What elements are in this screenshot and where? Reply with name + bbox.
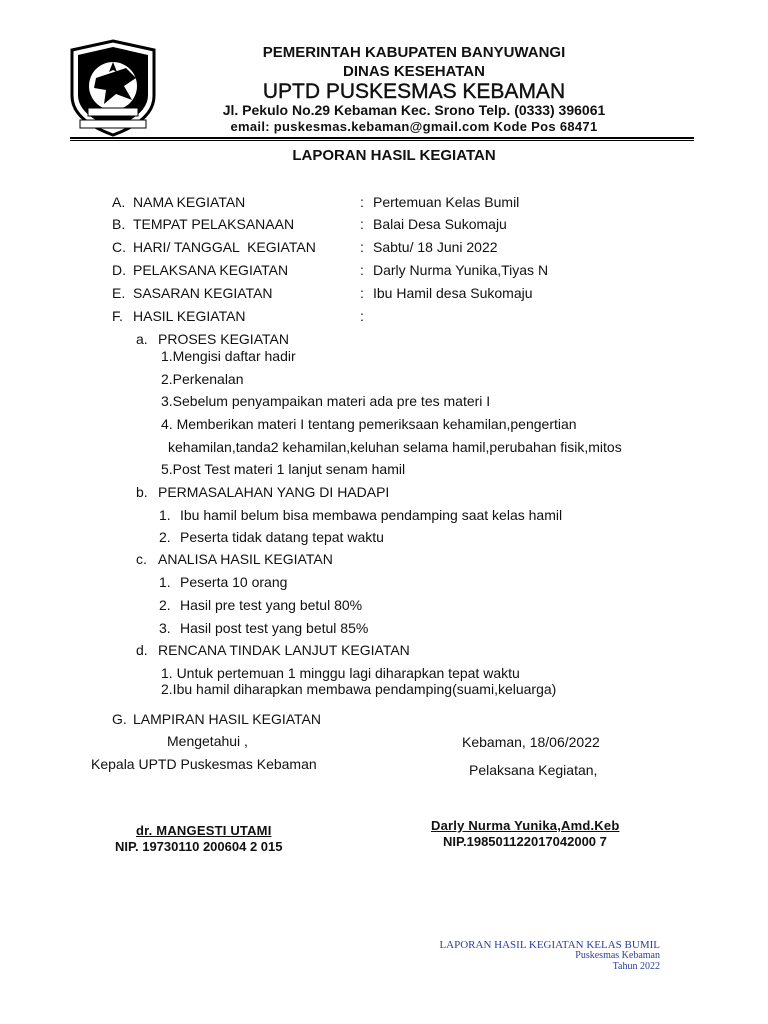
- field-f-label: HASIL KEGIATAN: [133, 308, 246, 324]
- list-item: 1. Untuk pertemuan 1 minggu lagi diharapkan tepat waktu: [161, 665, 520, 681]
- list-item: 5.Post Test materi 1 lanjut senam hamil: [161, 461, 406, 477]
- field-d-value: Darly Nurma Yunika,Tiyas N: [373, 262, 549, 278]
- section-d-title: RENCANA TINDAK LANJUT KEGIATAN: [158, 642, 410, 658]
- field-d-letter: D.: [112, 262, 126, 278]
- header-email: email: puskesmas.kebaman@gmail.com Kode Pos 68471: [230, 119, 598, 134]
- page-title: LAPORAN HASIL KEGIATAN: [292, 147, 496, 164]
- field-g-letter: G.: [112, 711, 127, 727]
- field-e-value: Ibu Hamil desa Sukomaju: [373, 285, 533, 301]
- field-d-label: PELAKSANA KEGIATAN: [133, 262, 289, 278]
- signature-left-name: dr. MANGESTI UTAMI: [136, 823, 272, 838]
- footer-year: Tahun 2022: [612, 961, 660, 972]
- header-department: DINAS KESEHATAN: [343, 63, 485, 80]
- field-d-colon: :: [360, 262, 364, 278]
- section-d-letter: d.: [136, 642, 148, 658]
- signature-right-date: Kebaman, 18/06/2022: [462, 734, 600, 750]
- list-item: 2.Perkenalan: [161, 371, 244, 387]
- list-item: 4. Memberikan materi I tentang pemeriksaan kehamilan,pengertian: [161, 416, 577, 432]
- field-b-letter: B.: [112, 216, 126, 232]
- section-c-title: ANALISA HASIL KEGIATAN: [158, 551, 333, 567]
- list-item: Hasil pre test yang betul 80%: [180, 597, 363, 613]
- field-e-colon: :: [360, 285, 364, 301]
- list-item-number: 1.: [159, 574, 171, 590]
- field-f-colon: :: [360, 308, 364, 324]
- field-b-value: Balai Desa Sukomaju: [373, 216, 507, 232]
- list-item: Ibu hamil belum bisa membawa pendamping saat kelas hamil: [180, 507, 563, 523]
- field-b-colon: :: [360, 216, 364, 232]
- signature-left-position: Kepala UPTD Puskesmas Kebaman: [91, 756, 317, 772]
- field-a-value: Pertemuan Kelas Bumil: [373, 194, 520, 210]
- header-divider: [70, 137, 694, 139]
- field-c-letter: C.: [112, 239, 126, 255]
- section-b-letter: b.: [136, 484, 148, 500]
- section-b-title: PERMASALAHAN YANG DI HADAPI: [158, 484, 390, 500]
- header-address: Jl. Pekulo No.29 Kebaman Kec. Srono Telp. (0333) 396061: [222, 102, 606, 118]
- field-c-value: Sabtu/ 18 Juni 2022: [373, 239, 498, 255]
- section-a-letter: a.: [136, 331, 148, 347]
- header-divider-thin: [70, 140, 694, 141]
- field-g-label: LAMPIRAN HASIL KEGIATAN: [133, 711, 322, 727]
- signature-right-name: Darly Nurma Yunika,Amd.Keb: [431, 818, 620, 833]
- list-item: Peserta 10 orang: [180, 574, 288, 590]
- field-a-label: NAMA KEGIATAN: [133, 194, 246, 210]
- field-c-label: HARI/ TANGGAL KEGIATAN: [133, 239, 316, 255]
- signature-left-nip: NIP. 19730110 200604 2 015: [115, 839, 283, 854]
- list-item-number: 2.: [159, 529, 171, 545]
- list-item-number: 2.: [159, 597, 171, 613]
- list-item: 2.Ibu hamil diharapkan membawa pendamping(suami,keluarga): [161, 681, 557, 697]
- field-a-letter: A.: [112, 194, 126, 210]
- list-item: kehamilan,tanda2 kehamilan,keluhan selama hamil,perubahan fisik,mitos: [168, 439, 622, 455]
- header-government: PEMERINTAH KABUPATEN BANYUWANGI: [262, 44, 566, 61]
- field-b-label: TEMPAT PELAKSANAAN: [133, 216, 295, 232]
- field-e-letter: E.: [112, 285, 126, 301]
- signature-right-position: Pelaksana Kegiatan,: [469, 762, 598, 778]
- footer-puskesmas: Puskesmas Kebaman: [575, 950, 660, 961]
- section-a-title: PROSES KEGIATAN: [158, 331, 289, 347]
- field-e-label: SASARAN KEGIATAN: [133, 285, 273, 301]
- field-a-colon: :: [360, 194, 364, 210]
- signature-left-mengetahui: Mengetahui ,: [167, 733, 248, 749]
- list-item-number: 1.: [159, 507, 171, 523]
- signature-right-nip: NIP.198501122017042000 7: [443, 834, 607, 849]
- section-c-letter: c.: [136, 551, 147, 567]
- list-item: Peserta tidak datang tepat waktu: [180, 529, 384, 545]
- list-item: 3.Sebelum penyampaikan materi ada pre tes materi I: [161, 393, 491, 409]
- list-item-number: 3.: [159, 620, 171, 636]
- list-item: 1.Mengisi daftar hadir: [161, 348, 296, 364]
- field-c-colon: :: [360, 239, 364, 255]
- header-puskesmas: UPTD PUSKESMAS KEBAMAN: [262, 80, 566, 103]
- list-item: Hasil post test yang betul 85%: [180, 620, 369, 636]
- field-f-letter: F.: [112, 308, 123, 324]
- footer-report-title: LAPORAN HASIL KEGIATAN KELAS BUMIL: [439, 939, 660, 951]
